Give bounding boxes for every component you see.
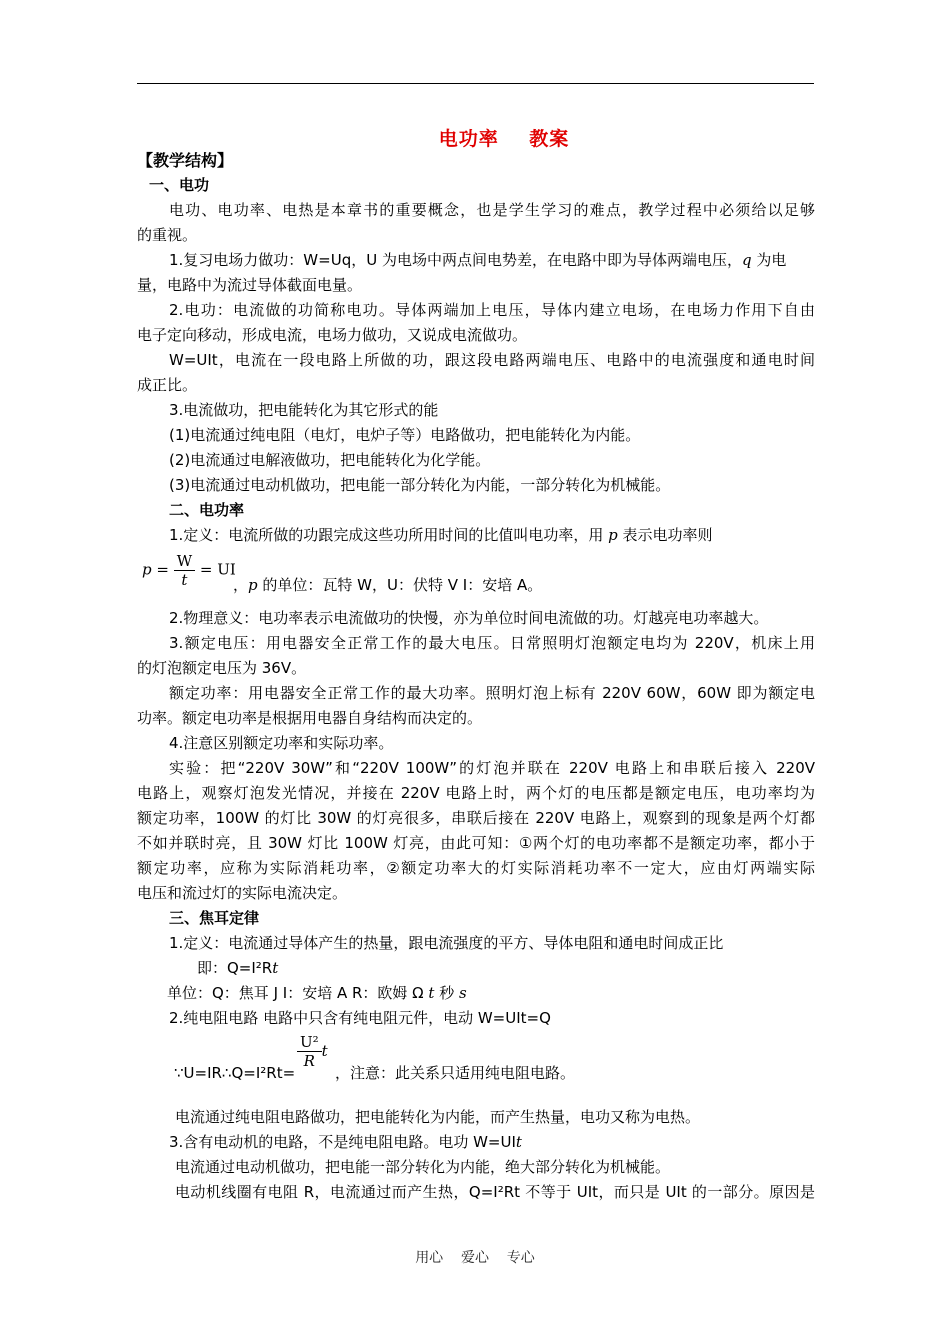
- paragraph: 2.电功：电流做的功简称电功。导体两端加上电压，导体内建立电场，在电场力作用下自由: [169, 301, 815, 319]
- paragraph: 4.注意区别额定功率和实际功率。: [169, 734, 394, 752]
- section-heading-structure: 【教学结构】: [137, 151, 234, 170]
- heading-power: 二、电功率: [169, 501, 245, 519]
- paragraph: 3.电流做功，把电能转化为其它形式的能: [169, 401, 439, 419]
- paragraph: 电压和流过灯的实际电流决定。: [137, 884, 348, 902]
- paragraph: 电动机线圈有电阻 R，电流通过而产生热，Q=I²Rt 不等于 UIt，而只是 UIt 的一部分。原因是: [175, 1183, 815, 1201]
- joule-formula: ∵U=IR∴Q=I²Rt= $\frac{\text{U²}}{R}$ t ，注意：此关系只适用纯电阻电路。: [174, 1033, 576, 1082]
- paragraph: W=UIt，电流在一段电路上所做的功，跟这段电路两端电压、电路中的电流强度和通电时间: [169, 351, 815, 369]
- power-formula: p = $\frac{W}{t}$ = UI ，p 的单位：瓦特 W，U：伏特 V I：安培 A。: [142, 552, 543, 594]
- page-footer: 用心 爱心 专心: [415, 1250, 535, 1266]
- paragraph: 额定功率，100W 的灯比 30W 的灯亮很多，串联后接在 220V 电路上，观察到的现象是两个灯都: [137, 809, 815, 827]
- paragraph: 实验：把“220V 30W”和“220V 100W”的灯泡并联在 220V 电路上和串联后接入 220V: [169, 759, 815, 777]
- paragraph: 不如并联时亮，且 30W 灯比 100W 灯亮，由此可知：①两个灯的电功率都不是额定功率，都小于: [137, 834, 815, 852]
- paragraph: 的重视。: [137, 226, 198, 244]
- units-line: 单位：Q：焦耳 J I：安培 A R：欧姆 Ω t 秒 s: [167, 984, 467, 1002]
- paragraph: 3.额定电压：用电器安全正常工作的最大电压。日常照明灯泡额定电均为 220V，机床上用: [169, 634, 815, 652]
- heading-joule-law: 三、焦耳定律: [169, 909, 260, 927]
- paragraph: 量，电路中为流过导体截面电量。: [137, 276, 363, 294]
- heading-work: 一、电功: [149, 176, 210, 194]
- paragraph: 额定功率：用电器安全正常工作的最大功率。照明灯泡上标有 220V 60W，60W 即为额定电: [169, 684, 815, 702]
- paragraph: 1.定义：电流所做的功跟完成这些功所用时间的比值叫电功率，用 p 表示电功率则: [169, 526, 713, 544]
- fraction-w-over-t: $\frac{W}{t}$: [174, 552, 195, 589]
- formula-line: 即：Q=I²Rt: [197, 959, 279, 977]
- paragraph: 功率。额定电功率是根据用电器自身结构而决定的。: [137, 709, 483, 727]
- paragraph: 电流通过纯电阻电路做功，把电能转化为内能，而产生热量，电功又称为电热。: [175, 1108, 701, 1126]
- paragraph: 电路上，观察灯泡发光情况，并接在 220V 电路上时，两个灯的电压都是额定电压，电功率均为: [137, 784, 815, 802]
- document-body: [137, 148, 815, 1205]
- paragraph: 电功、电功率、电热是本章书的重要概念，也是学生学习的难点，教学过程中必须给以足够: [169, 201, 815, 219]
- header-rule: [137, 83, 814, 84]
- paragraph: 的灯泡额定电压为 36V。: [137, 659, 307, 677]
- list-item: (3)电流通过电动机做功，把电能一部分转化为内能，一部分转化为机械能。: [169, 476, 671, 494]
- paragraph: 电子定向移动，形成电流，电场力做功，又说成电流做功。: [137, 326, 528, 344]
- paragraph: 电流通过电动机做功，把电能一部分转化为内能，绝大部分转化为机械能。: [175, 1158, 671, 1176]
- paragraph: 成正比。: [137, 376, 198, 394]
- fraction-u2-over-r: $\frac{\text{U²}}{R}$: [297, 1033, 322, 1070]
- paragraph: 1.定义：电流通过导体产生的热量，跟电流强度的平方、导体电阻和通电时间成正比: [169, 934, 724, 952]
- paragraph: 3.含有电动机的电路，不是纯电阻电路。电功 W=UIt: [169, 1133, 522, 1151]
- paragraph: 1.复习电场力做功：W=Uq，U 为电场中两点间电势差，在电路中即为导体两端电压，q 为电: [169, 251, 787, 269]
- list-item: (1)电流通过纯电阻（电灯，电炉子等）电路做功，把电能转化为内能。: [169, 426, 641, 444]
- page-title: 电功率 教案: [438, 128, 570, 150]
- list-item: (2)电流通过电解液做功，把电能转化为化学能。: [169, 451, 491, 469]
- paragraph: 2.纯电阻电路 电路中只含有纯电阻元件，电动 W=UIt=Q: [169, 1009, 551, 1027]
- paragraph: 2.物理意义：电功率表示电流做功的快慢，亦为单位时间电流做的功。灯越亮电功率越大。: [169, 609, 769, 627]
- paragraph: 额定功率，应称为实际消耗功率，②额定功率大的灯实际消耗功率不一定大，应由灯两端实际: [137, 859, 815, 877]
